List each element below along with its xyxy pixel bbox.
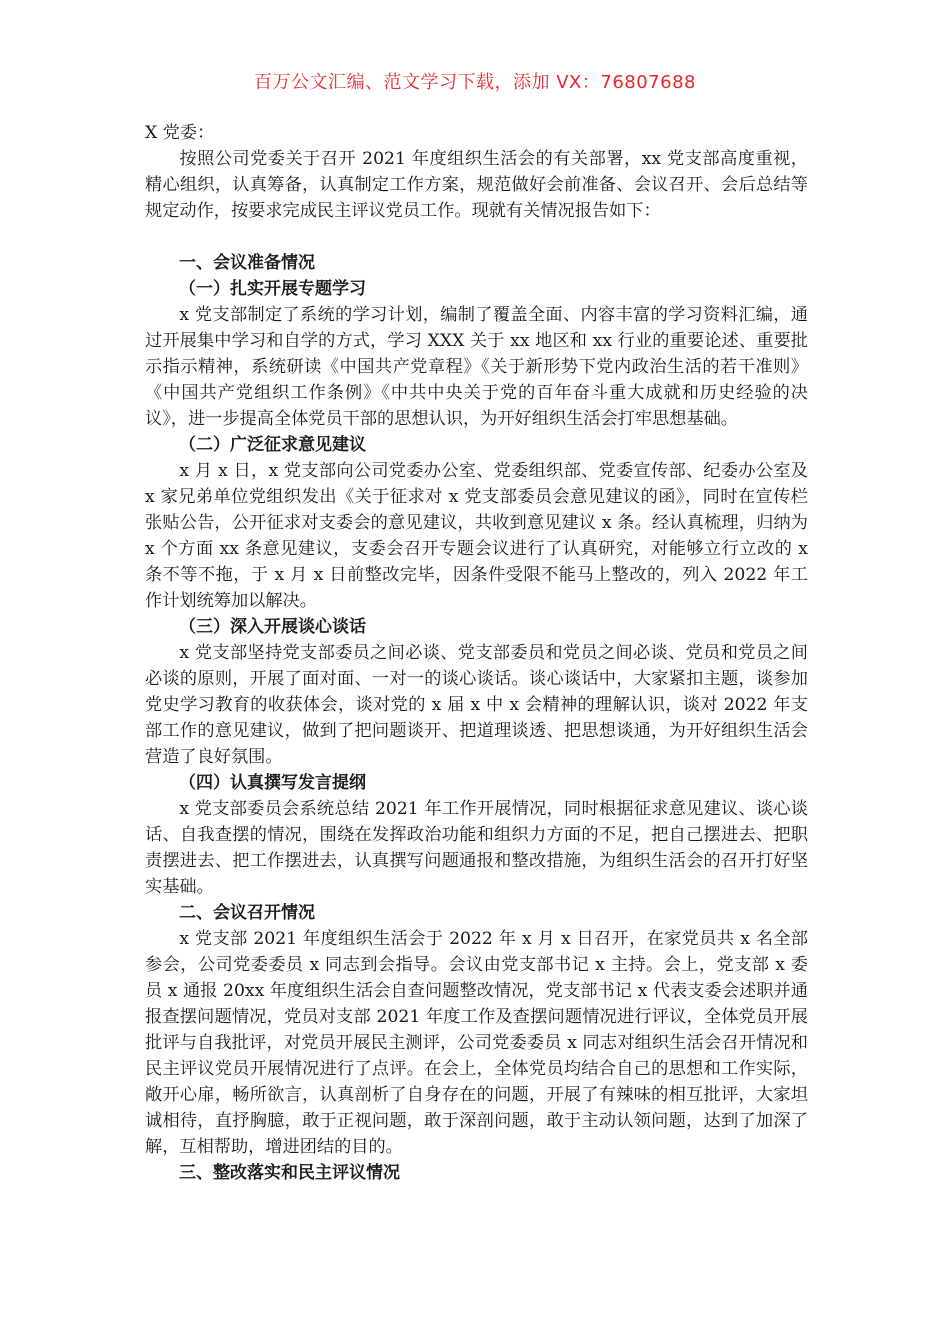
section-1-3-heading: （三）深入开展谈心谈话 xyxy=(179,617,366,637)
section-1-heading: 一、会议准备情况 xyxy=(179,253,315,273)
spacer xyxy=(145,224,808,250)
salutation: X 党委： xyxy=(145,123,215,143)
section-2-heading: 二、会议召开情况 xyxy=(179,903,315,923)
section-1-2-paragraph: x 月 x 日，x 党支部向公司党委办公室、党委组织部、党委宣传部、纪委办公室及 x 家兄弟单位党组织发出《关于征求对 x 党支部委员会意见建议的函》，同时在宣传栏张贴公告，公开征求对支委会的意见建议，共收到意见建议 x 条。经认真梳理，归纳为 x 个方面 xx 条意见建议，支委会召开专题会议进行了认真研究，对能够立行立改的 x 条不等不拖，于 x 月 x 日前整改完毕，因条件受限不能马上整改的，列入 2022 年工作计划统筹加以解决。 xyxy=(145,461,808,611)
section-1-1-paragraph: x 党支部制定了系统的学习计划，编制了覆盖全面、内容丰富的学习资料汇编，通过开展集中学习和自学的方式，学习 XXX 关于 xx 地区和 xx 行业的重要论述、重要批示指示精神，系统研读《中国共产党章程》《关于新形势下党内政治生活的若干准则》《中国共产党组织工作条例》《中共中央关于党的百年奋斗重大成就和历史经验的决议》，进一步提高全体党员干部的思想认识，为开好组织生活会打牢思想基础。 xyxy=(145,305,808,429)
report-body xyxy=(145,120,808,1186)
section-1-4-paragraph: x 党支部委员会系统总结 2021 年工作开展情况，同时根据征求意见建议、谈心谈话、自我查摆的情况，围绕在发挥政治功能和组织力方面的不足，把自己摆进去、把职责摆进去、把工作摆进去，认真撰写问题通报和整改措施，为组织生活会的召开打好坚实基础。 xyxy=(145,799,808,897)
section-1-1-heading: （一）扎实开展专题学习 xyxy=(179,279,366,299)
section-2-paragraph: x 党支部 2021 年度组织生活会于 2022 年 x 月 x 日召开，在家党员共 x 名全部参会，公司党委委员 x 同志到会指导。会议由党支部书记 x 主持。会上，党支部 x 委员 x 通报 20xx 年度组织生活会自查问题整改情况，党支部书记 x 代表支委会述职并通报查摆问题情况，党员对支部 2021 年度工作及查摆问题情况进行评议，全体党员开展批评与自我批评，对党员开展民主测评，公司党委委员 x 同志对组织生活会召开情况和民主评议党员开展情况进行了点评。在会上，全体党员均结合自己的思想和工作实际，敞开心扉，畅所欲言，认真剖析了自身存在的问题，开展了有辣味的相互批评，大家坦诚相待，直抒胸臆，敢于正视问题，敢于深剖问题，敢于主动认领问题，达到了加深了解，互相帮助，增进团结的目的。 xyxy=(145,929,808,1157)
section-3-heading: 三、整改落实和民主评议情况 xyxy=(179,1163,400,1183)
section-1-4-heading: （四）认真撰写发言提纲 xyxy=(179,773,366,793)
section-1-2-heading: （二）广泛征求意见建议 xyxy=(179,435,366,455)
intro-paragraph: 按照公司党委关于召开 2021 年度组织生活会的有关部署，xx 党支部高度重视，精心组织，认真筹备，认真制定工作方案，规范做好会前准备、会议召开、会后总结等规定动作，按要求完成民主评议党员工作。现就有关情况报告如下： xyxy=(145,149,808,221)
section-1-3-paragraph: x 党支部坚持党支部委员之间必谈、党支部委员和党员之间必谈、党员和党员之间必谈的原则，开展了面对面、一对一的谈心谈话。谈心谈话中，大家紧扣主题，谈参加党史学习教育的收获体会，谈对党的 x 届 x 中 x 会精神的理解认识，谈对 2022 年支部工作的意见建议，做到了把问题谈开、把道理谈透、把思想谈通，为开好组织生活会营造了良好氛围。 xyxy=(145,643,808,767)
watermark-banner: 百万公文汇编、范文学习下载，添加 VX：76807688 xyxy=(254,72,696,93)
